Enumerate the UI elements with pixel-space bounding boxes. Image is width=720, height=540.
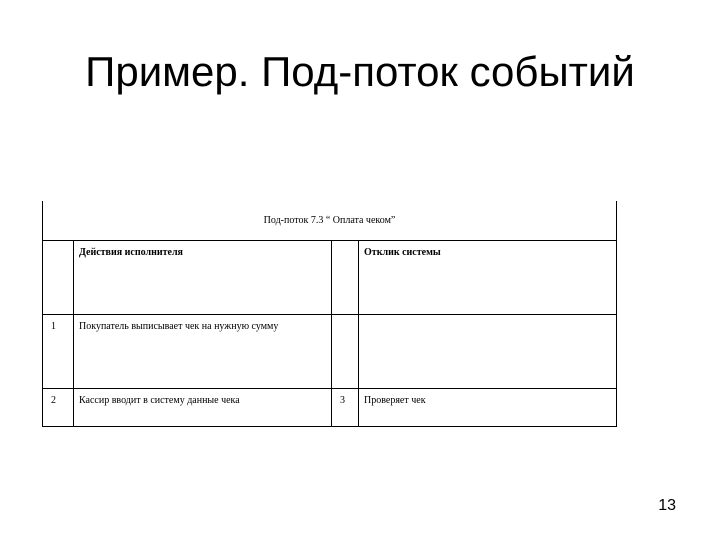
slide-title: Пример. Под-поток событий [85, 48, 635, 95]
row-actor-number: 1 [43, 315, 74, 389]
row-system-number [332, 315, 359, 389]
page-number: 13 [658, 497, 676, 514]
row-system-response [359, 315, 617, 389]
header-actor-actions: Действия исполнителя [74, 241, 332, 315]
header-system-number [332, 241, 359, 315]
row-system-number: 3 [332, 389, 359, 427]
row-system-response: Проверяет чек [359, 389, 617, 427]
row-actor-action: Кассир вводит в систему данные чека [74, 389, 332, 427]
event-subflow-table [42, 201, 617, 427]
table-caption: Под-поток 7.3 “ Оплата чеком” [43, 201, 617, 241]
table-row [43, 315, 617, 389]
header-system-response: Отклик системы [359, 241, 617, 315]
row-actor-number: 2 [43, 389, 74, 427]
header-actor-number [43, 241, 74, 315]
table-row [43, 389, 617, 427]
table-caption-row [43, 201, 617, 241]
row-actor-action: Покупатель выписывает чек на нужную сумму [74, 315, 332, 389]
table-header-row [43, 241, 617, 315]
